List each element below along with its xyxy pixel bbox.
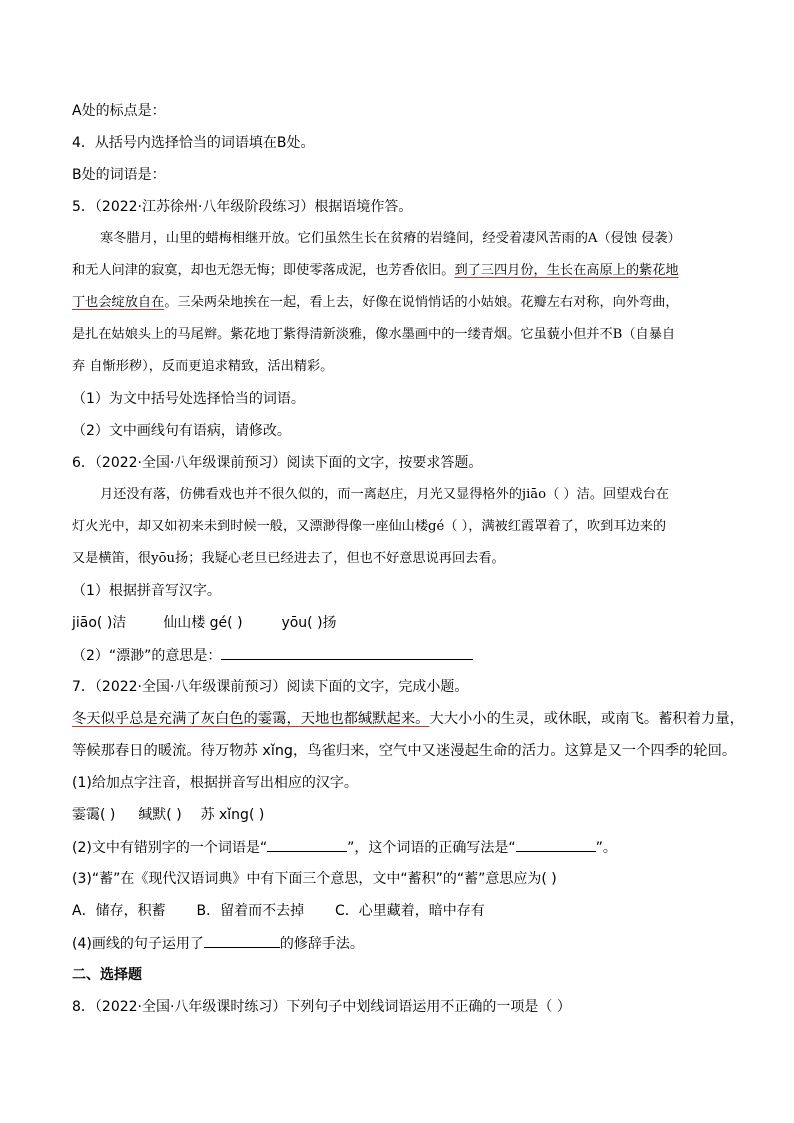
q7-underlined-sentence: 冬天似乎总是充满了灰白色的霎霭，天地也都缄默起来。 [72,711,430,727]
answer-blank[interactable] [204,933,280,948]
q7-subquestion-2: (2)文中有错别字的一个词语是“ ”，这个词语的正确写法是“ ”。 [72,837,617,858]
q6-passage-line-2: 灯火光中，却又如初来未到时候一般，又漂渺得像一座仙山楼gé（ ），满被红霞罩着了，吹到耳边来的 [72,519,667,534]
b-word-line: B处的词语是： [72,167,166,183]
question-8: 8．（2022·全国·八年级课时练习）下列句子中划线词语运用不正确的一项是（ ） [72,999,571,1015]
question-6: 6．（2022·全国·八年级课前预习）阅读下面的文字，按要求答题。 [72,455,483,471]
q5-underlined-sentence: 到了三四月份，生长在高原上的紫花地 [454,263,679,278]
q5-passage-line-1: 寒冬腊月，山里的蜡梅相继开放。它们虽然生长在贫瘠的岩缝间，经受着凄风苦雨的A（侵蚀 侵袭） [100,231,681,246]
q5-subquestion-2: （2）文中画线句有语病，请修改。 [72,423,291,439]
a-punctuation-line: A处的标点是： [72,103,166,119]
question-5: 5．（2022·江苏徐州·八年级阶段练习）根据语境作答。 [72,199,413,215]
q7-item-jianmo: 缄默( ) [138,807,182,823]
q7-subquestion-4: (4)画线的句子运用了 的修辞手法。 [72,933,364,954]
q7-options [72,901,485,921]
q6-item-you: yōu( )扬 [281,615,337,631]
option-b: B．留着而不去掉 [196,903,305,919]
answer-blank[interactable] [516,837,596,852]
q7-subquestion-3: (3)“蓄”在《现代汉语词典》中有下面三个意思，文中“蓄积”的“蓄”意思应为( ) [72,871,557,887]
answer-blank[interactable] [221,645,473,660]
q6-passage-line-3: 又是横笛，很yōu扬；我疑心老旦已经进去了，但也不好意思说再回去看。 [72,551,505,566]
q5-passage-line-4: 是扎在姑娘头上的马尾辫。紫花地丁紫得清新淡雅，像水墨画中的一缕青烟。它虽藐小但并不B（自暴自 [72,327,676,342]
q6-item-ge: 仙山楼 gé( ) [163,615,243,631]
answer-blank[interactable] [267,837,347,852]
q6-passage-line-1: 月还没有落，仿佛看戏也并不很久似的，而一离赵庄，月光又显得格外的jiāo（ ）洁。回望戏台在 [100,487,669,502]
q5-subquestion-1: （1）为文中括号处选择恰当的词语。 [72,391,305,407]
q6-item-jiao: jiāo( )洁 [72,615,127,631]
q5-passage-line-2: 和无人问津的寂寞，却也无怨无悔；即使零落成泥，也芳香依旧。到了三四月份，生长在高原上的紫花地 [72,263,679,278]
option-c: C．心里藏着，暗中存有 [335,903,485,919]
q6-subquestion-1: （1）根据拼音写汉字。 [72,583,221,599]
option-a: A．储存，积蓄 [72,903,166,919]
q7-item-wuai: 霎霭( ) [72,807,116,823]
q6-pinyin-items [72,613,337,633]
section-heading-choice: 二、选择题 [72,967,142,983]
q7-passage-line-1: 冬天似乎总是充满了灰白色的霎霭，天地也都缄默起来。大大小小的生灵，或休眠，或南飞。蓄积着力量， [72,711,744,727]
q6-subquestion-2: （2）“漂渺”的意思是： [72,645,473,666]
q7-subquestion-1: (1)给加点字注音，根据拼音写出相应的汉字。 [72,775,358,791]
q7-item-xing: 苏 xǐng( ) [200,807,265,823]
q5-passage-line-5: 弃 自惭形秽），反而更追求精致，活出精彩。 [72,359,334,374]
q5-underlined-sentence-end: 丁也会绽放自在 [72,295,165,310]
q5-passage-line-3: 丁也会绽放自在。三朵两朵地挨在一起，看上去，好像在说悄悄话的小姑娘。花瓣左右对称，向外弯曲， [72,295,679,310]
q7-passage-line-2: 等候那春日的暖流。待万物苏 xǐng，鸟雀归来，空气中又迷漫起生命的活力。这算是又一个四季的轮回。 [72,743,737,759]
question-4: 4．从括号内选择恰当的词语填在B处。 [72,135,315,151]
question-7: 7．（2022·全国·八年级课前预习）阅读下面的文字，完成小题。 [72,679,469,695]
q7-pinyin-items [72,805,264,825]
